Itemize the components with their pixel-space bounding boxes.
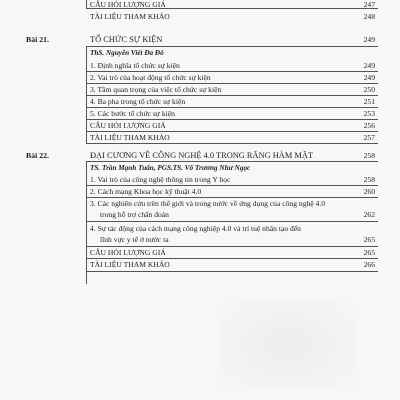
page-number: 249 [363,73,375,82]
entry-rule [86,119,378,120]
entry-rule [86,71,378,72]
entry-rule [86,197,378,198]
toc-entry-continuation: trong hỗ trợ chẩn đoán [100,210,169,219]
toc-entry: 3. Các nghiên cứu trên thế giới và trong nước về ứng dụng của công nghệ 4.0 [90,199,326,208]
toc-entry: 1. Vai trò của công nghệ thông tin trong Y học [90,175,231,184]
page-number: 257 [363,133,375,142]
chapter-authors: ThS. Nguyễn Viết Đa Đô [90,49,164,57]
page-number: 265 [363,235,375,244]
page-number: 249 [363,35,375,44]
entry-rule [86,143,378,144]
toc-entry: CÂU HỎI LƯỢNG GIÁ [90,121,166,130]
chapter-number: Bài 22. [26,151,49,160]
page-number: 253 [363,109,375,118]
toc-entry: 4. Sự tác động của cách mạng công nghiệp 4.0 và trí tuệ nhân tạo đến [90,224,301,233]
page-number: 260 [363,187,375,196]
toc-entry: 4. Ba pha trong tổ chức sự kiện [90,97,186,106]
page-number: 250 [363,85,375,94]
entry-rule [86,258,378,259]
entry-rule [86,271,378,272]
toc-entry: CÂU HỎI LƯỢNG GIÁ [90,248,166,257]
chapter-authors: TS. Trần Mạnh Tuấn, PGS.TS. Võ Trương Như Ngọc [90,164,251,172]
page-number: 249 [363,61,375,70]
entry-rule [86,107,378,108]
page-number: 262 [363,210,375,219]
entry-rule [86,185,378,186]
page-number: 258 [363,175,375,184]
entry-rule [86,83,378,84]
page-shading [218,300,358,390]
page-number: 247 [363,0,375,9]
chapter-number: Bài 21. [26,35,49,44]
chapter-title-rule [86,46,378,47]
page-number: 248 [363,12,375,21]
toc-entry: TÀI LIỆU THAM KHẢO [90,133,170,142]
entry-rule [86,95,378,96]
toc-entry: 3. Tầm quan trọng của việc tổ chức sự kiện [90,85,222,94]
toc-entry: 1. Định nghĩa tổ chức sự kiện [90,61,180,70]
toc-entry: 2. Vai trò của hoạt động tổ chức sự kiện [90,73,211,82]
chapter-left-rule [86,161,87,284]
toc-entry-continuation: lĩnh vực y tế ở nước ta [100,235,169,244]
chapter-title: TỔ CHỨC SỰ KIỆN [90,35,163,44]
toc-entry: CÂU HỎI LƯỢNG GIÁ [90,0,166,9]
entry-rule [86,246,378,247]
chapter-title-rule [86,161,378,162]
toc-entry: 5. Các bước tổ chức sự kiện [90,109,175,118]
page-number: 266 [363,260,375,269]
entry-rule [86,131,378,132]
page-number: 251 [363,97,375,106]
toc-entry: TÀI LIỆU THAM KHẢO [90,12,170,21]
toc-entry: TÀI LIỆU THAM KHẢO [90,260,170,269]
page-number: 256 [363,121,375,130]
chapter-title: ĐẠI CƯƠNG VỀ CÔNG NGHỆ 4.0 TRONG RĂNG HÀM MẶT [90,151,314,160]
toc-entry: 2. Cách mạng Khoa học kỹ thuật 4.0 [90,187,202,196]
page-number: 258 [363,151,375,160]
page-number: 265 [363,248,375,257]
entry-rule [86,221,378,222]
